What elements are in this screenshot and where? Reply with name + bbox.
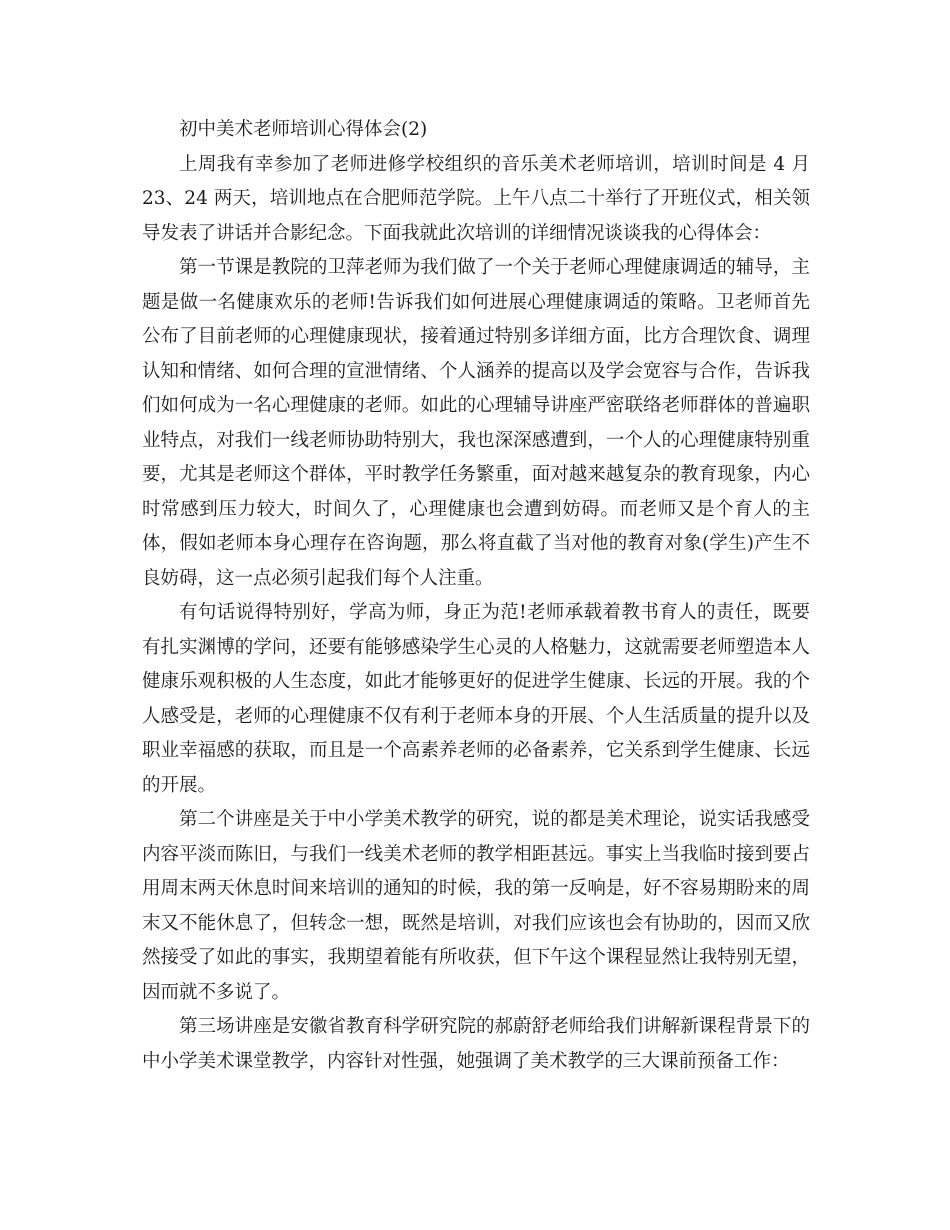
paragraph-second-lecture: 第二个讲座是关于中小学美术教学的研究，说的都是美术理论，说实话我感受内容平淡而陈旧，与我们一线美术老师的教学相距甚远。事实上当我临时接到要占用周末两天休息时间来培训的通知的时候，我的第一反响是，好不容易期盼来的周末又不能休息了，但转念一想，既然是培训，对我们应该也会有协助的，因而又欣然接受了如此的事实，我期望着能有所收获，但下午这个课程显然让我特别无望，因而就不多说了。 [142, 809, 810, 1003]
paragraph-reflection: 有句话说得特别好，学高为师，身正为范!老师承载着教书育人的责任，既要有扎实渊博的学问，还要有能够感染学生心灵的人格魅力，这就需要老师塑造本人健康乐观积极的人生态度，如此才能够更好的促进学生健康、长远的开展。我的个人感受是，老师的心理健康不仅有利于老师本身的开展、个人生活质量的提升以及职业幸福感的获取，而且是一个高素养老师的必备素养，它关系到学生健康、长远的开展。 [142, 602, 810, 796]
paragraph-intro: 上周我有幸参加了老师进修学校组织的音乐美术老师培训，培训时间是 4 月 23、24 两天，培训地点在合肥师范学院。上午八点二十举行了开班仪式，相关领导发表了讲话并合影纪念。下面我就此次培训的详细情况谈谈我的心得体会： [142, 153, 810, 244]
document-body [142, 113, 810, 1079]
document-title: 初中美术老师培训心得体会(2) [179, 119, 428, 140]
paragraph-third-lecture: 第三场讲座是安徽省教育科学研究院的郝蔚舒老师给我们讲解新课程背景下的中小学美术课堂教学，内容针对性强，她强调了美术教学的三大课前预备工作： [142, 1016, 810, 1072]
paragraph-first-lecture: 第一节课是教院的卫萍老师为我们做了一个关于老师心理健康调适的辅导，主题是做一名健康欢乐的老师!告诉我们如何进展心理健康调适的策略。卫老师首先公布了目前老师的心理健康现状，接着通过特别多详细方面，比方合理饮食、调理认知和情绪、如何合理的宣泄情绪、个人涵养的提高以及学会宽容与合作，告诉我们如何成为一名心理健康的老师。如此的心理辅导讲座严密联络老师群体的普遍职业特点，对我们一线老师协助特别大，我也深深感遭到，一个人的心理健康特别重要，尤其是老师这个群体，平时教学任务繁重，面对越来越复杂的教育现象，内心时常感到压力较大，时间久了，心理健康也会遭到妨碍。而老师又是个育人的主体，假如老师本身心理存在咨询题，那么将直截了当对他的教育对象(学生)产生不良妨碍，这一点必须引起我们每个人注重。 [142, 257, 810, 589]
